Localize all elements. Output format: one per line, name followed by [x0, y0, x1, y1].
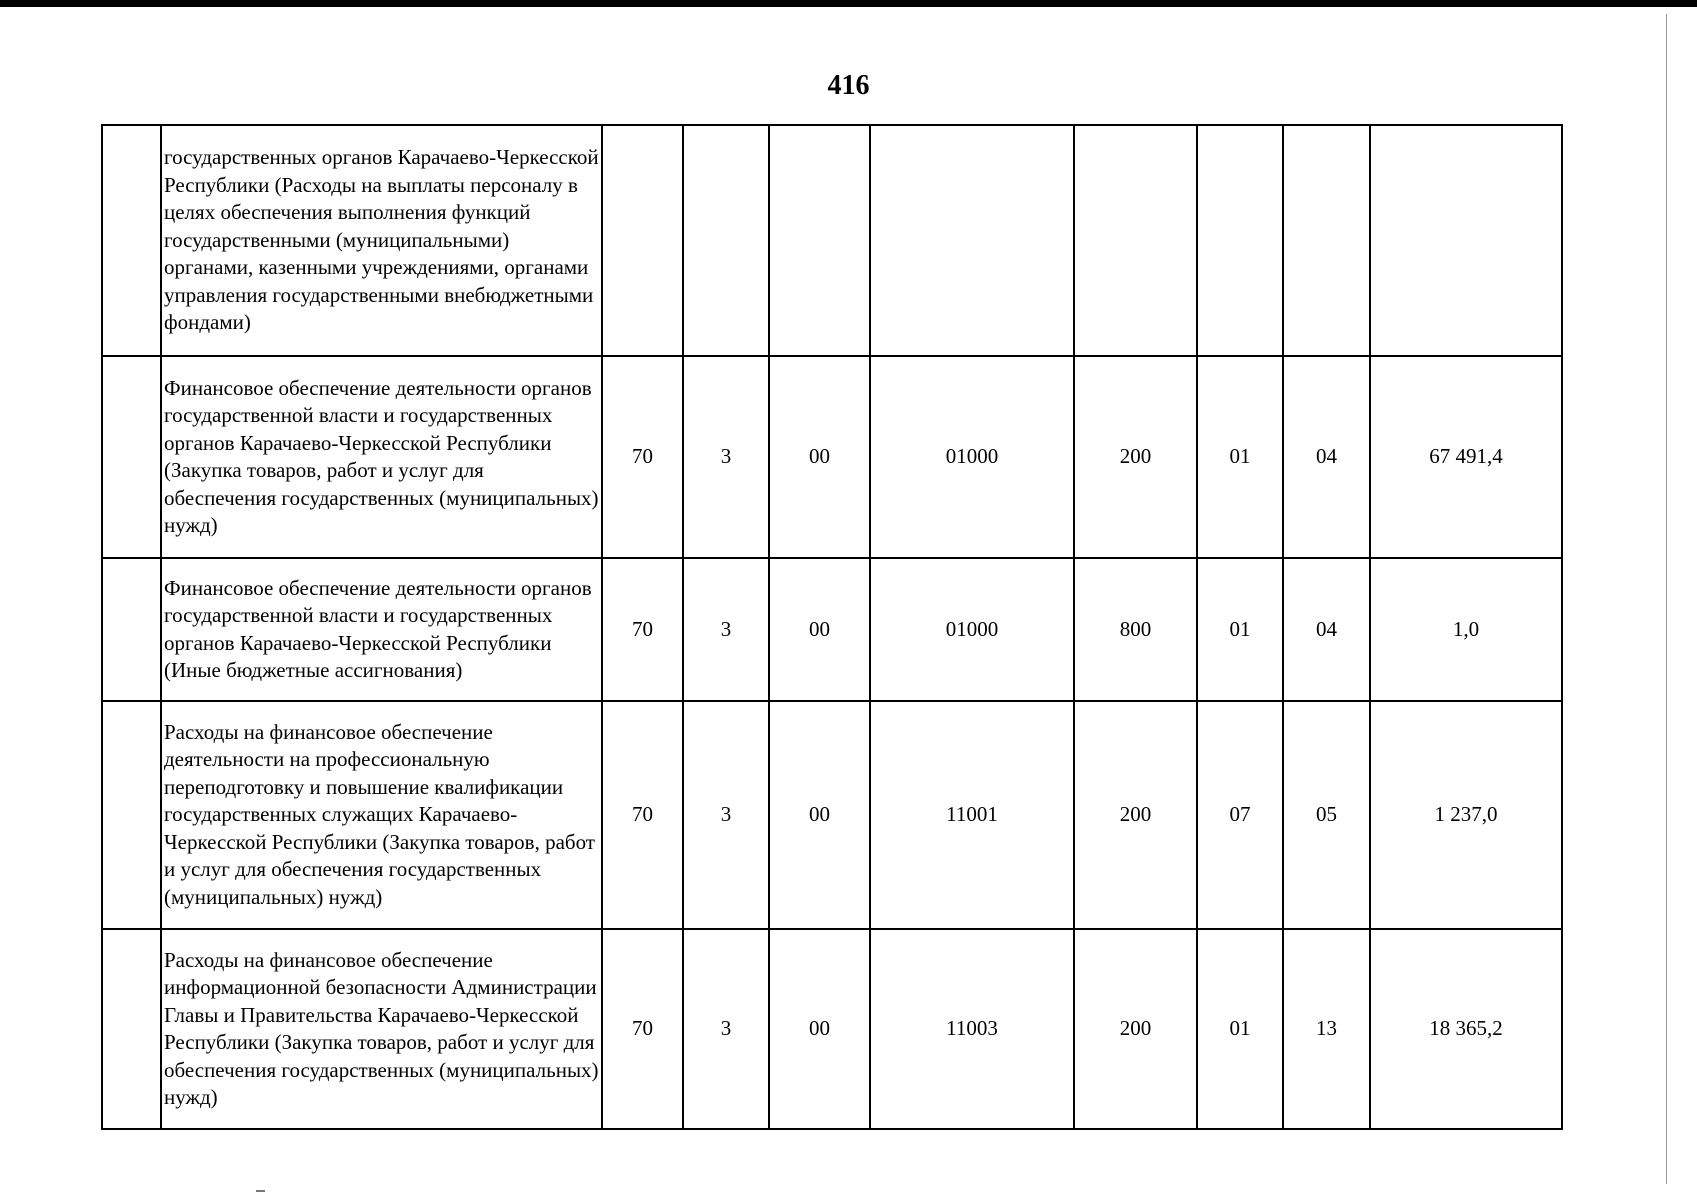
code-cell: 00	[769, 701, 870, 929]
code-cell: 3	[683, 356, 769, 558]
amount-cell: 18 365,2	[1370, 929, 1562, 1129]
code-cell: 3	[683, 929, 769, 1129]
code-cell: 13	[1283, 929, 1370, 1129]
code-cell: 70	[602, 701, 683, 929]
description-cell: Финансовое обеспечение деятельности органов государственной власти и государственных органов Карачаево-Черкесской Республики (Иные бюджетные ассигнования)	[161, 558, 602, 701]
code-cell: 200	[1074, 701, 1197, 929]
code-cell	[1283, 125, 1370, 356]
code-cell: 01000	[870, 356, 1074, 558]
table-row	[102, 356, 1562, 558]
description-cell: Расходы на финансовое обеспечение деятельности на профессиональную переподготовку и повышение квалификации государственных служащих Карачаево-Черкесской Республики (Закупка товаров, работ и услуг для обеспечения государственных (муниципальных) нужд)	[161, 701, 602, 929]
description-cell: государственных органов Карачаево-Черкесской Республики (Расходы на выплаты персоналу в целях обеспечения выполнения функций государственными (муниципальными) органами, казенными учреждениями, органами управления государственными внебюджетными фондами)	[161, 125, 602, 356]
code-cell	[602, 125, 683, 356]
code-cell: 05	[1283, 701, 1370, 929]
code-cell: 04	[1283, 558, 1370, 701]
code-cell: 01	[1197, 558, 1283, 701]
code-cell	[870, 125, 1074, 356]
code-cell	[769, 125, 870, 356]
code-cell: 11003	[870, 929, 1074, 1129]
amount-cell	[1370, 125, 1562, 356]
code-cell: 70	[602, 356, 683, 558]
scan-top-border	[0, 0, 1697, 7]
code-cell	[1074, 125, 1197, 356]
scan-right-edge	[1666, 14, 1667, 1184]
code-cell: 11001	[870, 701, 1074, 929]
code-cell: 70	[602, 558, 683, 701]
code-cell: 3	[683, 558, 769, 701]
amount-cell: 1 237,0	[1370, 701, 1562, 929]
row-number-cell	[102, 558, 161, 701]
amount-cell: 1,0	[1370, 558, 1562, 701]
table-row	[102, 125, 1562, 356]
code-cell: 800	[1074, 558, 1197, 701]
scan-speck	[256, 1190, 265, 1192]
code-cell: 00	[769, 356, 870, 558]
row-number-cell	[102, 701, 161, 929]
code-cell: 01	[1197, 929, 1283, 1129]
row-number-cell	[102, 356, 161, 558]
table-row	[102, 558, 1562, 701]
code-cell: 00	[769, 558, 870, 701]
code-cell: 01	[1197, 356, 1283, 558]
amount-cell: 67 491,4	[1370, 356, 1562, 558]
code-cell: 200	[1074, 929, 1197, 1129]
row-number-cell	[102, 125, 161, 356]
code-cell: 07	[1197, 701, 1283, 929]
code-cell: 200	[1074, 356, 1197, 558]
table-row	[102, 701, 1562, 929]
description-cell: Расходы на финансовое обеспечение информационной безопасности Администрации Главы и Правительства Карачаево-Черкесской Республики (Закупка товаров, работ и услуг для обеспечения государственных (муниципальных) нужд)	[161, 929, 602, 1129]
code-cell: 04	[1283, 356, 1370, 558]
table-row	[102, 929, 1562, 1129]
code-cell	[683, 125, 769, 356]
row-number-cell	[102, 929, 161, 1129]
code-cell: 3	[683, 701, 769, 929]
code-cell: 00	[769, 929, 870, 1129]
page-number: 416	[827, 70, 870, 101]
code-cell	[1197, 125, 1283, 356]
description-cell: Финансовое обеспечение деятельности органов государственной власти и государственных органов Карачаево-Черкесской Республики (Закупка товаров, работ и услуг для обеспечения государственных (муниципальных) нужд)	[161, 356, 602, 558]
budget-table	[101, 124, 1563, 1130]
code-cell: 01000	[870, 558, 1074, 701]
code-cell: 70	[602, 929, 683, 1129]
